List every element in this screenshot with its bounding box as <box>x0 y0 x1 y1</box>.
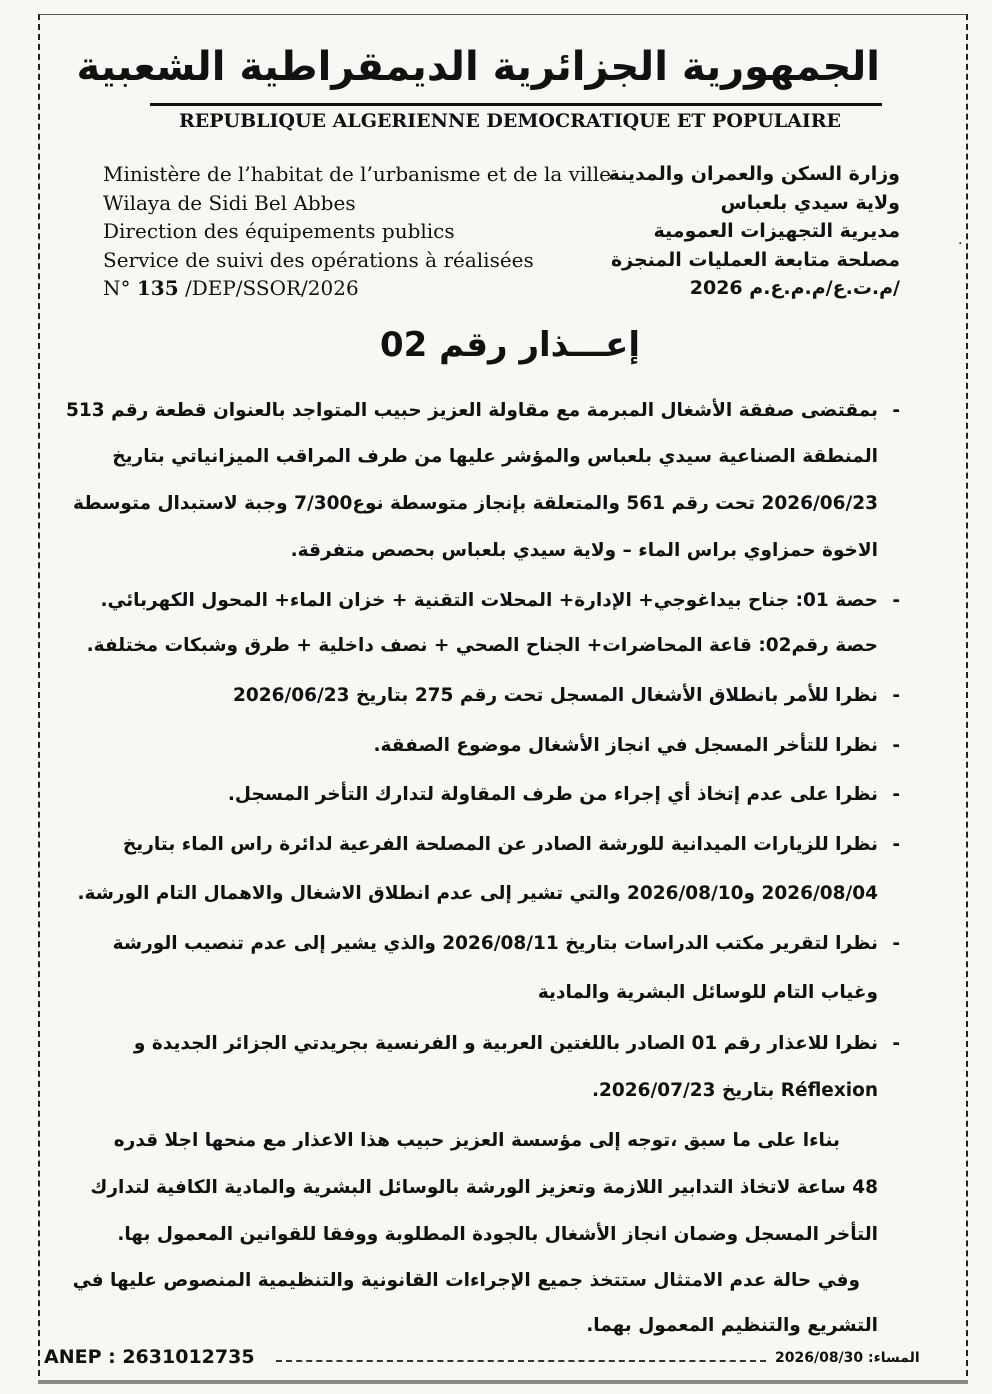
paragraph-line: نظرا للاعذار رقم 01 الصادر باللغتين العربية و الفرنسية بجريدتي الجزائر الجديدة و <box>133 1033 878 1054</box>
paragraph-line: نظرا للزيارات الميدانية للورشة الصادر عن المصلحة الفرعية لدائرة راس الماء بتاريخ <box>122 834 878 855</box>
paragraph-line: الاخوة حمزاوي براس الماء – ولاية سيدي بلعباس بحصص متفرقة. <box>290 540 878 561</box>
paragraph-line: 2026/06/23 تحت رقم 561 والمتعلقة بإنجاز متوسطة نوع7/300 وجبة لاستبدال متوسطة <box>73 493 878 514</box>
wilaya-line-ar: ولاية سيدي بلعباس <box>720 191 900 214</box>
paragraph-line: حصة رقم02: قاعة المحاضرات+ الجناح الصحي + نصف داخلية + طرق وشبكات مختلفة. <box>86 635 878 656</box>
bullet: - <box>892 685 900 706</box>
title-french: REPUBLIQUE ALGERIENNE DEMOCRATIQUE ET POPULAIRE <box>178 110 842 132</box>
bullet: - <box>892 933 900 954</box>
footer-divider <box>276 1360 766 1362</box>
bullet: - <box>892 735 900 756</box>
bottom-rule <box>38 1380 968 1384</box>
paragraph-line: وفي حالة عدم الامتثال ستتخذ جميع الإجراءات القانونية والتنظيمية المنصوص عليها في <box>72 1270 860 1291</box>
paragraph-line: Réflexion بتاريخ 2026/07/23. <box>591 1080 878 1101</box>
title-underline <box>150 103 882 106</box>
ministry-line: Ministère de l’habitat de l’urbanisme et de la ville <box>103 162 611 186</box>
service-line-ar: مصلحة متابعة العمليات المنجزة <box>610 248 900 271</box>
direction-line: Direction des équipements publics <box>103 219 455 243</box>
paragraph-line: التشريع والتنظيم المعمول بهما. <box>586 1315 878 1336</box>
paragraph-line: بناءا على ما سبق ،توجه إلى مؤسسة العزيز حبيب هذا الاعذار مع منحها اجلا قدره <box>113 1130 840 1151</box>
publication-date: المساء: 2026/08/30 <box>775 1350 920 1366</box>
paragraph-line: وغياب التام للوسائل البشرية والمادية <box>537 982 878 1003</box>
ministry-line-ar: وزارة السكن والعمران والمدينة <box>608 163 900 185</box>
reference-line: N° 135 /DEP/SSOR/2026 <box>103 276 359 300</box>
header-right-block <box>609 160 900 303</box>
title-arabic: الجمهورية الجزائرية الديمقراطية الشعبية <box>76 44 880 90</box>
paragraph-line: 2026/08/04 و2026/08/10 والتي تشير إلى عدم انطلاق الاشغال والاهمال التام الورشة. <box>77 883 878 904</box>
direction-line-ar: مديرية التجهيزات العمومية <box>653 220 900 242</box>
reference-number: 135 <box>136 276 179 300</box>
paragraph-line: المنطقة الصناعية سيدي بلعباس والمؤشر عليها من طرف المراقب الميزانياتي بتاريخ <box>112 446 878 467</box>
service-line: Service de suivi des opérations à réalisées <box>103 247 534 272</box>
paragraph-line: 48 ساعة لاتخاذ التدابير اللازمة وتعزيز الورشة بالوسائل البشرية والمادية الكافية لتدارك <box>90 1177 878 1198</box>
margin-dot: . <box>958 232 963 248</box>
notice-heading: إعـــذار رقم 02 <box>379 325 641 365</box>
paragraph-line: نظرا للتأخر المسجل في انجاز الأشغال موضوع الصفقة. <box>373 735 878 756</box>
paragraph-line: حصة 01: جناح بيداغوجي+ الإدارة+ المحلات التقنية + خزان الماء+ المحول الكهربائي. <box>100 590 878 611</box>
bullet: - <box>892 784 900 805</box>
bullet: - <box>892 400 900 421</box>
paragraph-line: نظرا لتقرير مكتب الدراسات بتاريخ 2026/08/11 والذي يشير إلى عدم تنصيب الورشة <box>112 933 878 954</box>
bullet: - <box>892 1033 900 1054</box>
paragraph-line: بمقتضى صفقة الأشغال المبرمة مع مقاولة العزيز حبيب المتواجد بالعنوان قطعة رقم 513 <box>66 400 878 421</box>
anep-reference: ANEP : 2631012735 <box>44 1346 255 1368</box>
paragraph-line: نظرا على عدم إتخاذ أي إجراء من طرف المقاولة لتدارك التأخر المسجل. <box>227 784 878 805</box>
bullet: - <box>892 834 900 855</box>
paragraph-line: التأخر المسجل وضمان انجاز الأشغال بالجودة المطلوبة ووفقا للقوانين المعمول بها. <box>117 1224 878 1245</box>
header-left-block <box>103 160 611 303</box>
wilaya-line: Wilaya de Sidi Bel Abbes <box>103 190 356 215</box>
paragraph-line: نظرا للأمر بانطلاق الأشغال المسجل تحت رقم 275 بتاريخ 2026/06/23 <box>233 685 878 706</box>
reference-line-ar: /م.ت.ع/م.م.ع.م 2026 <box>689 277 900 299</box>
bullet: - <box>892 590 900 611</box>
